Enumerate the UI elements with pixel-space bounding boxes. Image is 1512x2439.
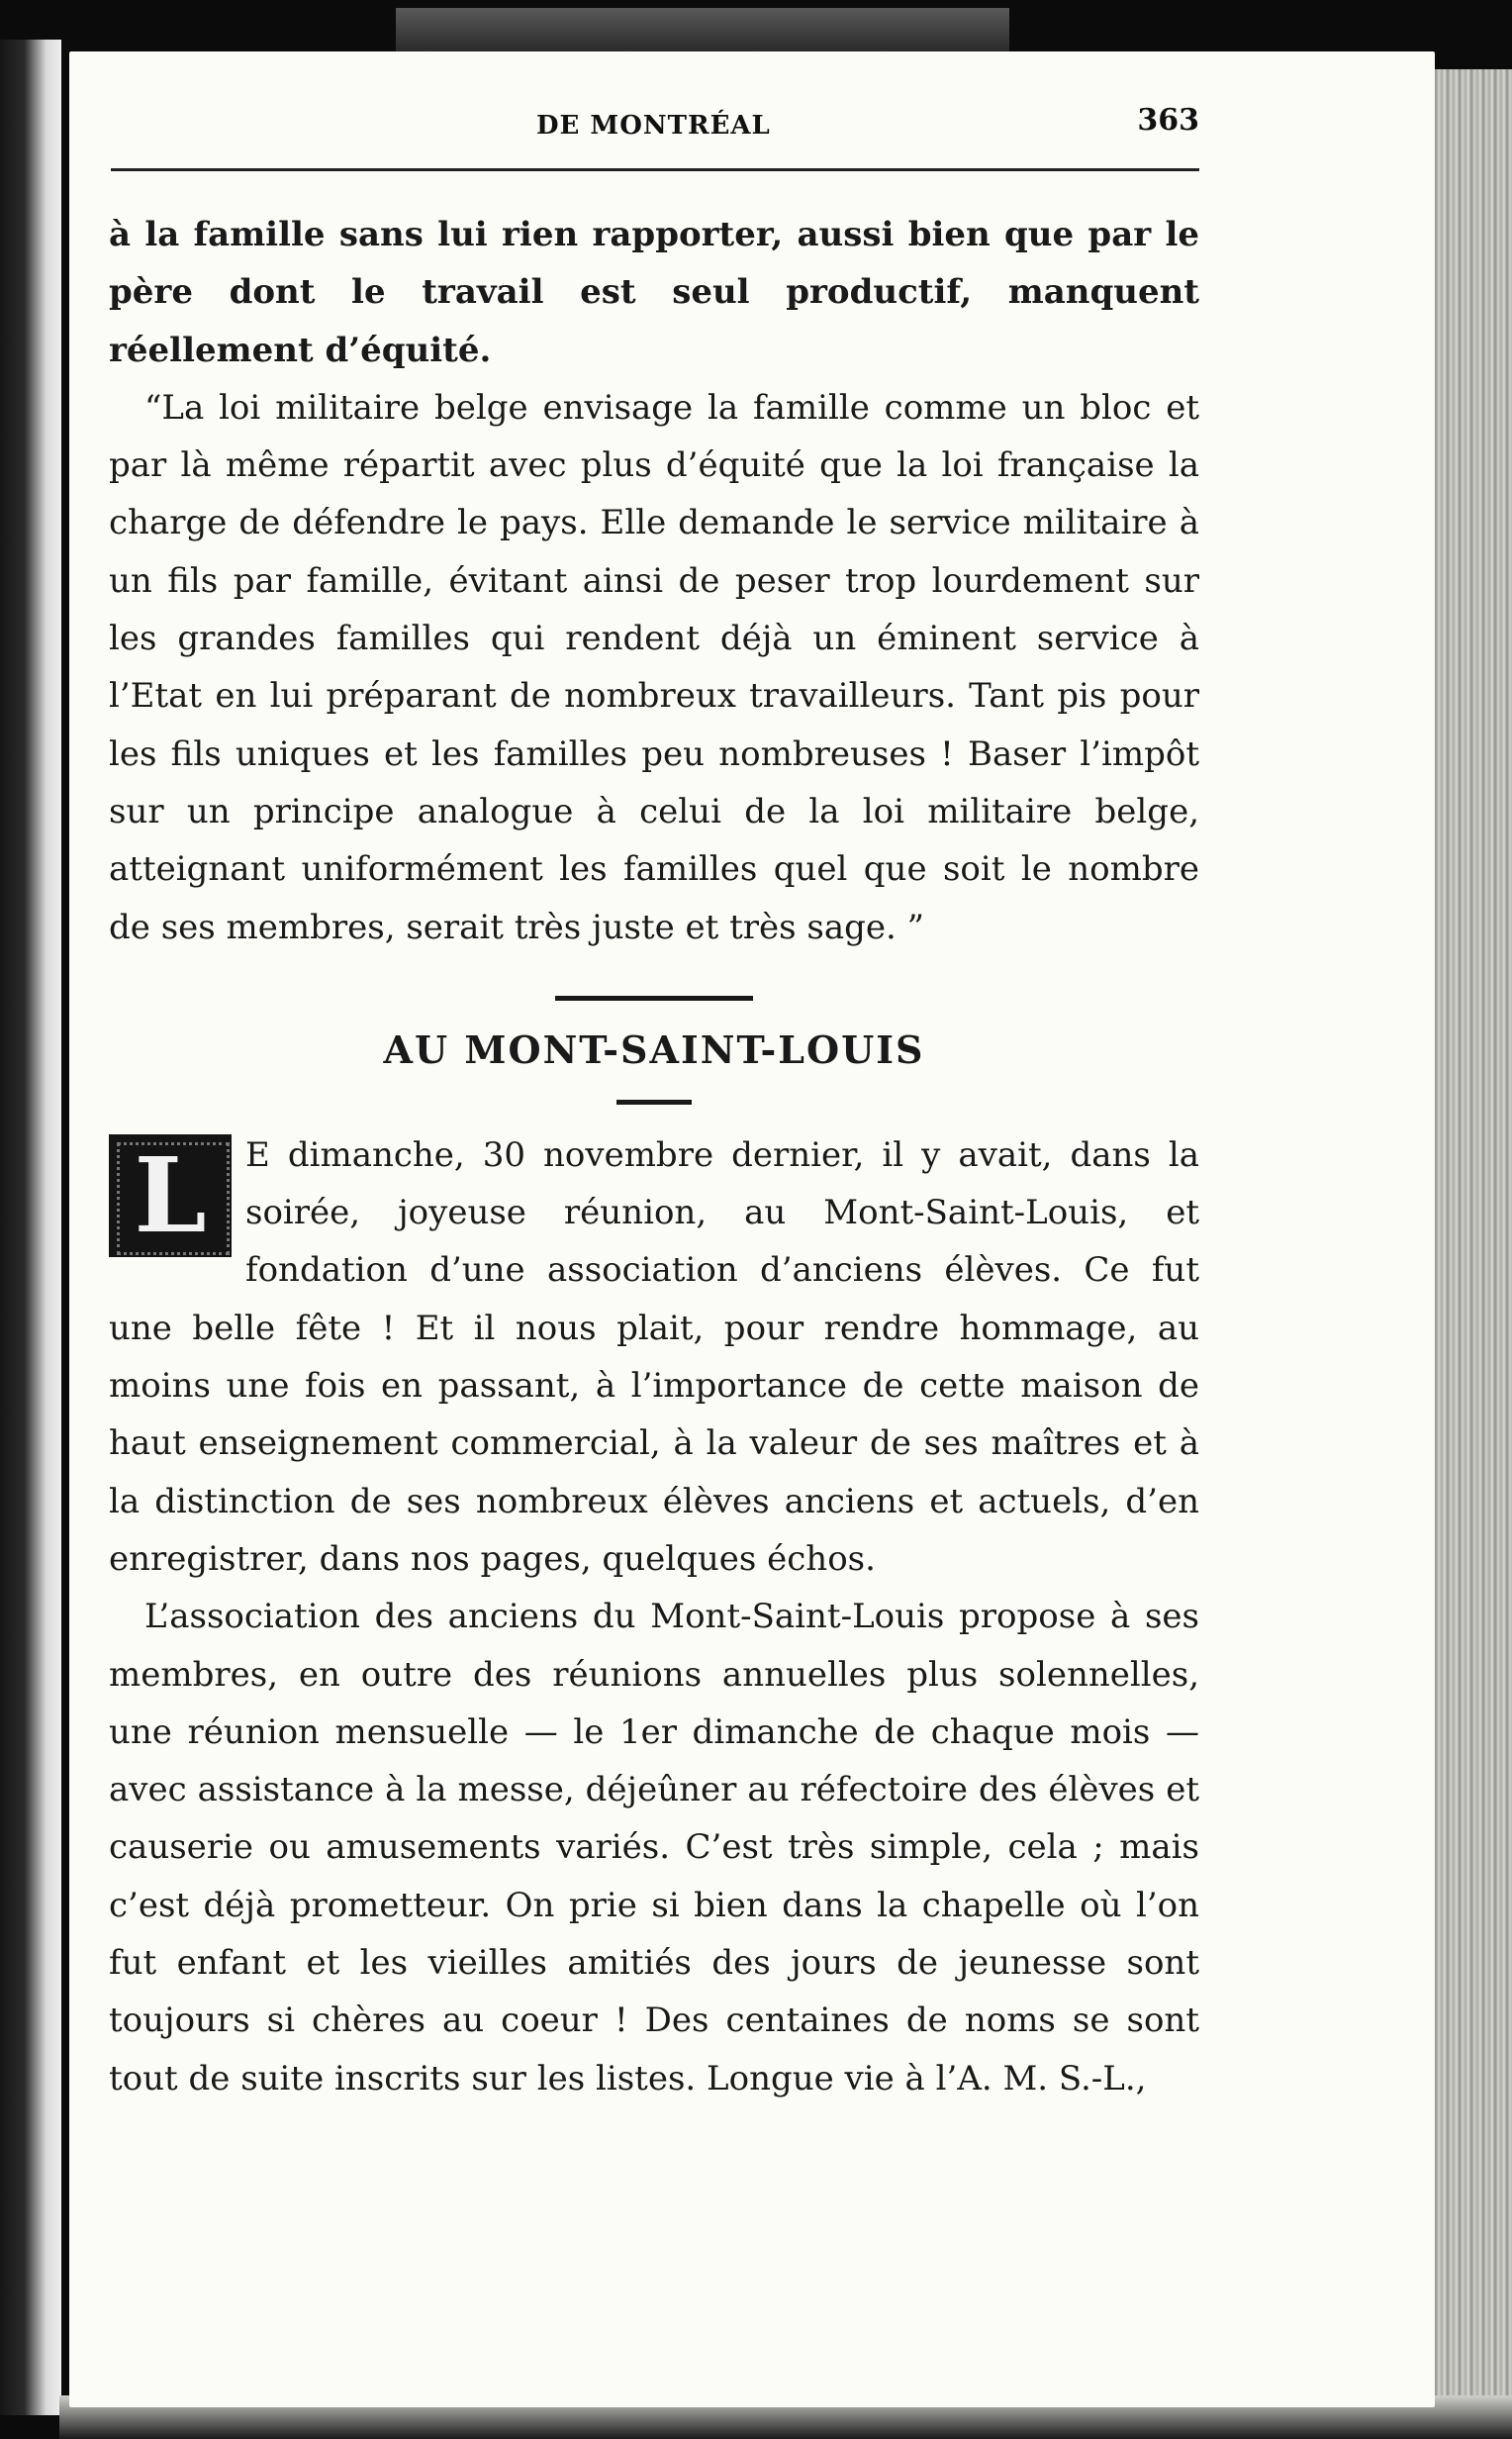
section-title: AU MONT-SAINT-LOUIS <box>383 1026 925 1072</box>
quote-paragraph: “La loi militaire belge envisage la famille comme un bloc et par là même répartit avec plus d’équité que la loi française la charge de défendre le pays. Elle demande le service militaire à un fils par famille, évitant ainsi de peser trop lourdement sur les grandes familles qui rendent déjà un éminent service à l’Etat en lui préparant de nombreux travailleurs. Tant pis pour les fils uniques et les familles peu nombreuses ! Baser l’impôt sur un principe analogue à celui de la loi militaire belge, atteignant uniformément les familles quel que soit le nombre de ses membres, serait très juste et très sage. ” <box>109 387 1199 947</box>
running-title: DE MONTRÉAL <box>536 111 771 141</box>
drop-cap-letter: L <box>134 1133 207 1256</box>
section-rule-top <box>555 996 753 1001</box>
ornamental-drop-cap <box>109 1134 232 1257</box>
scan-left-edge <box>0 40 61 2415</box>
first-paragraph-text: E dimanche, 30 novembre dernier, il y avait, dans la soirée, joyeuse réunion, au Mont-Saint-Louis, et fondation d’une association d’anciens élèves. Ce fut une belle fête ! Et il nous plait, pour rendre hommage, au moins une fois en passant, à l’importance de cette maison de haut enseignement commercial, à la valeur de ses maîtres et à la distinction de ses nombreux élèves anciens et actuels, d’en enregistrer, dans nos pages, quelques échos. <box>109 1134 1199 1579</box>
first-section-paragraph <box>109 1126 1199 1588</box>
page-number: 363 <box>1137 103 1199 138</box>
page-body <box>109 206 1199 2107</box>
section-rule-bottom <box>616 1100 692 1105</box>
scan-top-strip <box>396 8 1009 51</box>
header-rule <box>111 168 1199 171</box>
running-head <box>111 99 1199 148</box>
continuation-paragraph: à la famille sans lui rien rapporter, aussi bien que par le père dont le travail est seul productif, manquent réellement d’équité. <box>109 215 1199 370</box>
second-section-paragraph: L’association des anciens du Mont-Saint-Louis propose à ses membres, en outre des réunions annuelles plus solennelles, une réunion mensuelle — le 1er dimanche de chaque mois — avec assistance à la messe, déjeûner au réfectoire des élèves et causerie ou amusements variés. C’est très simple, cela ; mais c’est déjà prometteur. On prie si bien dans la chapelle où l’on fut enfant et les vieilles amitiés des jours de jeunesse sont toujours si chères au coeur ! Des centaines de noms se sont tout de suite inscrits sur les listes. Longue vie à l’A. M. S.-L., <box>109 1597 1199 2098</box>
